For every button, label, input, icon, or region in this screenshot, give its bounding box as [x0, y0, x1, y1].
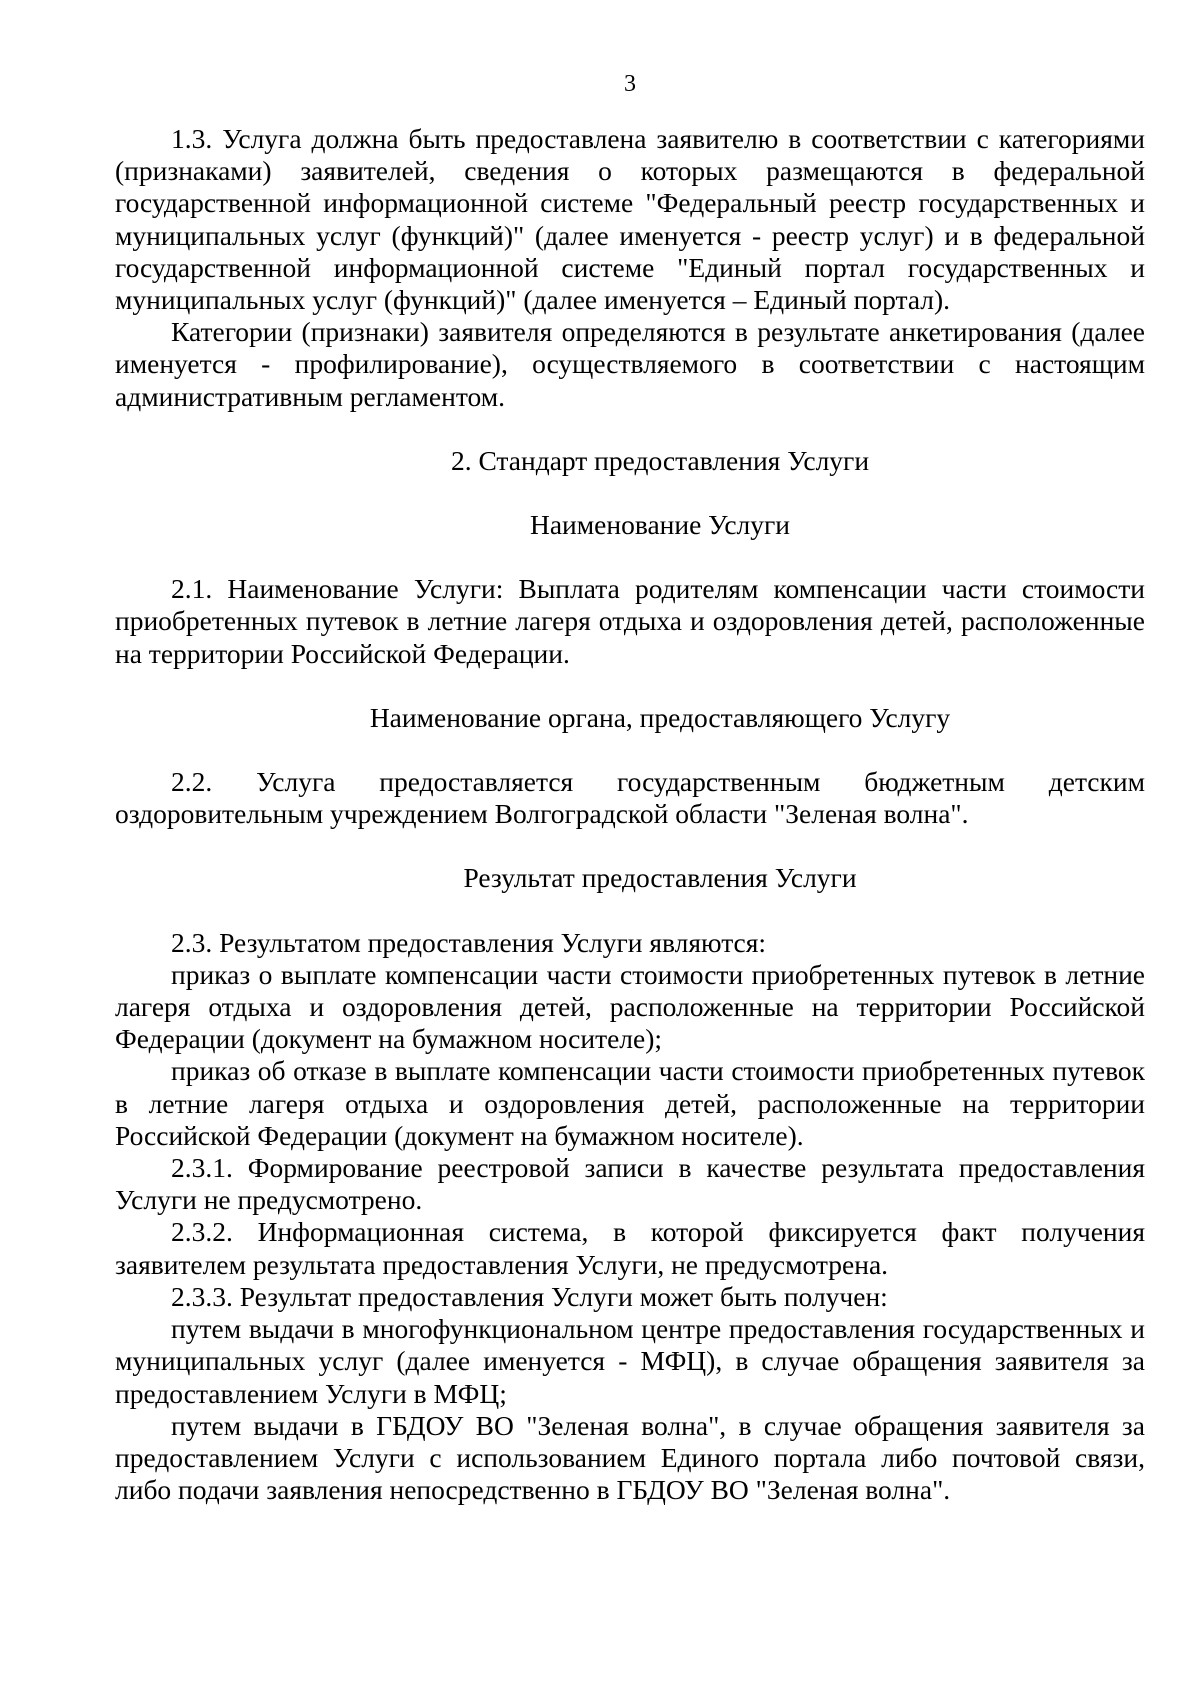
subheading-result: Результат предоставления Услуги — [463, 862, 857, 894]
paragraph-2-3-a: приказ о выплате компенсации части стоимости приобретенных путевок в летние лагеря отдыха и оздоровления детей, расположенные на территории Российской Федерации (документ на бумажном носителе); — [115, 958, 1145, 1055]
subheading-authority-name: Наименование органа, предоставляющего Услугу — [369, 701, 951, 733]
paragraph-categories: Категории (признаки) заявителя определяются в результате анкетирования (далее именуется - профилирование), осуществляемого в соответствии с настоящим административным регламентом. — [115, 316, 1145, 412]
paragraph-2-3-b: приказ об отказе в выплате компенсации части стоимости приобретенных путевок в летние лагеря отдыха и оздоровления детей, расположенные на территории Российской Федерации (документ на бумажном носителе). — [115, 1055, 1145, 1151]
paragraph-1-3: 1.3. Услуга должна быть предоставлена заявителю в соответствии с категориями (признаками) заявителей, сведения о которых размещаются в федеральной государственной информационной системе "Федеральный реестр государственных и муниципальных услуг (функций)" (далее именуется - реестр услуг) и в федеральной государственной информационной системе "Единый портал государственных и муниципальных услуг (функций)" (далее именуется – Единый портал). — [115, 123, 1145, 316]
paragraph-2-3-1: 2.3.1. Формирование реестровой записи в качестве результата предоставления Услуги не предусмотрено. — [115, 1152, 1145, 1216]
paragraph-2-3-2: 2.3.2. Информационная система, в которой фиксируется факт получения заявителем результата предоставления Услуги, не предусмотрена. — [115, 1216, 1145, 1280]
section-heading-2: 2. Стандарт предоставления Услуги — [450, 444, 870, 476]
paragraph-2-3-3-b: путем выдачи в ГБДОУ ВО "Зеленая волна", в случае обращения заявителя за предоставлением Услуги с использованием Единого портала либо почтовой связи, либо подачи заявления непосредственно в ГБДОУ ВО "Зеленая волна". — [115, 1409, 1145, 1506]
page-number: 3 — [624, 71, 636, 97]
paragraph-2-3: 2.3. Результатом предоставления Услуги являются: — [171, 926, 767, 958]
paragraph-2-3-3-a: путем выдачи в многофункциональном центре предоставления государственных и муниципальных услуг (далее именуется - МФЦ), в случае обращения заявителя за предоставлением Услуги в МФЦ; — [115, 1313, 1145, 1409]
paragraph-2-3-3: 2.3.3. Результат предоставления Услуги может быть получен: — [171, 1280, 888, 1312]
paragraph-2-2: 2.2. Услуга предоставляется государственным бюджетным детским оздоровительным учреждением Волгоградской области "Зеленая волна". — [115, 766, 1145, 830]
paragraph-2-1: 2.1. Наименование Услуги: Выплата родителям компенсации части стоимости приобретенных путевок в летние лагеря отдыха и оздоровления детей, расположенные на территории Российской Федерации. — [115, 573, 1145, 669]
document-body — [115, 123, 1145, 1506]
subheading-service-name: Наименование Услуги — [529, 509, 791, 541]
